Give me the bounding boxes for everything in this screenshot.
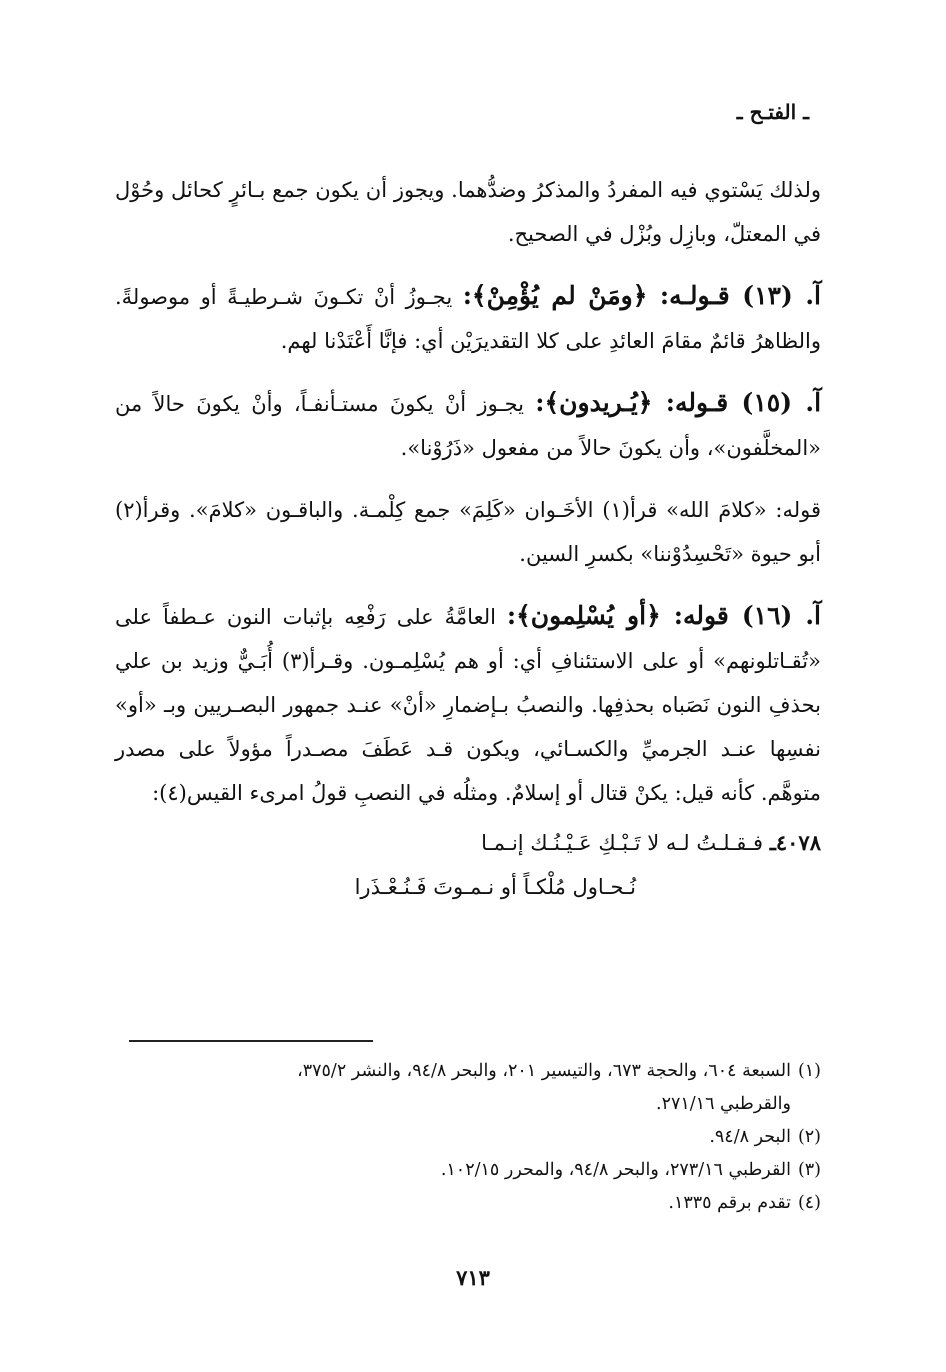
verse-reference: آ. (١٥) قـوله: ﴿يُـريدون﴾: bbox=[535, 388, 822, 417]
paragraph bbox=[115, 381, 821, 470]
paragraph-text: يجـوزُ أنْ تكـونَ شـرطيـةً أو موصولةً. والظاهرُ قائمٌ مقامَ العائدِ على كلا التقديرَيْن أي: فإنَّا أَعْتَدْنا لهم. bbox=[115, 285, 821, 353]
paragraph bbox=[115, 594, 821, 815]
verse-reference: آ. (١٣) قـولـه: ﴿ومَنْ لم يُؤْمِنْ﴾: bbox=[462, 281, 821, 310]
footnote-number: (١) bbox=[797, 1061, 821, 1081]
footnote-text: البحر ٩٤/٨. bbox=[709, 1127, 791, 1147]
footnote-number: (٤) bbox=[797, 1193, 821, 1213]
footnote-text: السبعة ٦٠٤، والحجة ٦٧٣، والتيسير ٢٠١، والبحر ٩٤/٨، والنشر ٣٧٥/٢، bbox=[297, 1061, 791, 1081]
running-header: ـ الفتـح ـ bbox=[736, 100, 809, 124]
paragraph-text: يجـوز أنْ يكونَ مستـأنفـاً، وأنْ يكونَ حالاً من «المخلَّفون»، وأن يكونَ حالاً من مفعول «ذَرُوْنا». bbox=[115, 392, 821, 460]
paragraph bbox=[115, 274, 821, 363]
poetry-verse bbox=[115, 821, 821, 909]
verse-number: ٤٠٧٨ـ bbox=[769, 830, 821, 855]
footnote-continuation: والقرطبي ٢٧١/١٦. bbox=[656, 1094, 791, 1114]
verse-second-hemistich: نُـحـاول مُلْكـاً أو نـمـوتَ فَـنُـعْـذَرا bbox=[354, 875, 636, 899]
verse-line: فـقـلـتُ لـه لا تَـبْـكِ عَـيْـنُـك إنـمـا bbox=[481, 831, 764, 855]
verse-reference: آ. (١٦) قوله: ﴿أو يُسْلِمون﴾: bbox=[506, 601, 821, 630]
page-number: ٧١٣ bbox=[456, 1265, 490, 1290]
footnote-number: (٣) bbox=[797, 1160, 821, 1180]
paragraph: قوله: «كلامَ الله» قرأ(١) الأخَـوان «كَلِمَ» جمع كِلْمـة. والباقـون «كلامَ». وقرأ(٢) أبو حيوة «تَحْسِدُوْننا» بكسرِ السين. bbox=[115, 498, 821, 566]
main-text bbox=[115, 168, 821, 909]
footnote-text: القرطبي ٢٧٣/١٦، والبحر ٩٤/٨، والمحرر ١٠٢/١٥. bbox=[440, 1160, 791, 1180]
footnote-text: تقدم برقم ١٣٣٥. bbox=[668, 1193, 791, 1213]
footnote-number: (٢) bbox=[797, 1127, 821, 1147]
verse-first-hemistich bbox=[115, 821, 821, 865]
footnote bbox=[110, 1055, 821, 1088]
footnote bbox=[110, 1187, 821, 1220]
footnote bbox=[110, 1154, 821, 1187]
footnote bbox=[110, 1121, 821, 1154]
footnote-divider bbox=[129, 1040, 373, 1042]
footnotes bbox=[110, 1055, 821, 1220]
paragraph-text: العامَّةُ على رَفْعِه بإثبات النون عـطفاً على «تُقـاتلونهم» أو على الاستئنافِ أي: أو هم يُسْلِمـون. وقـرأ(٣) أُبَـيٌّ وزيد بن علي بحذفِ النون نَصَباه بحذفِها. والنصبُ بـإضمارِ «أنْ» عنـد جمهور البصـريين وبـ «أو» نفسِها عنـد الجرميِّ والكسـائي، ويكون قـد عَطَفَ مصـدراً مؤولاً على مصدر متوهَّم. كأنه قيل: يكنْ قتال أو إسلامٌ. ومثلُه في النصبِ قولُ امرىء القيس(٤): bbox=[115, 605, 821, 805]
paragraph: ولذلك يَسْتوي فيه المفردُ والمذكرُ وضدُّهما. ويجوز أن يكون جمع بـائرٍ كحائل وحُوْل في المعتلّ، وبازِل وبُزْل في الصحيح. bbox=[115, 178, 821, 246]
